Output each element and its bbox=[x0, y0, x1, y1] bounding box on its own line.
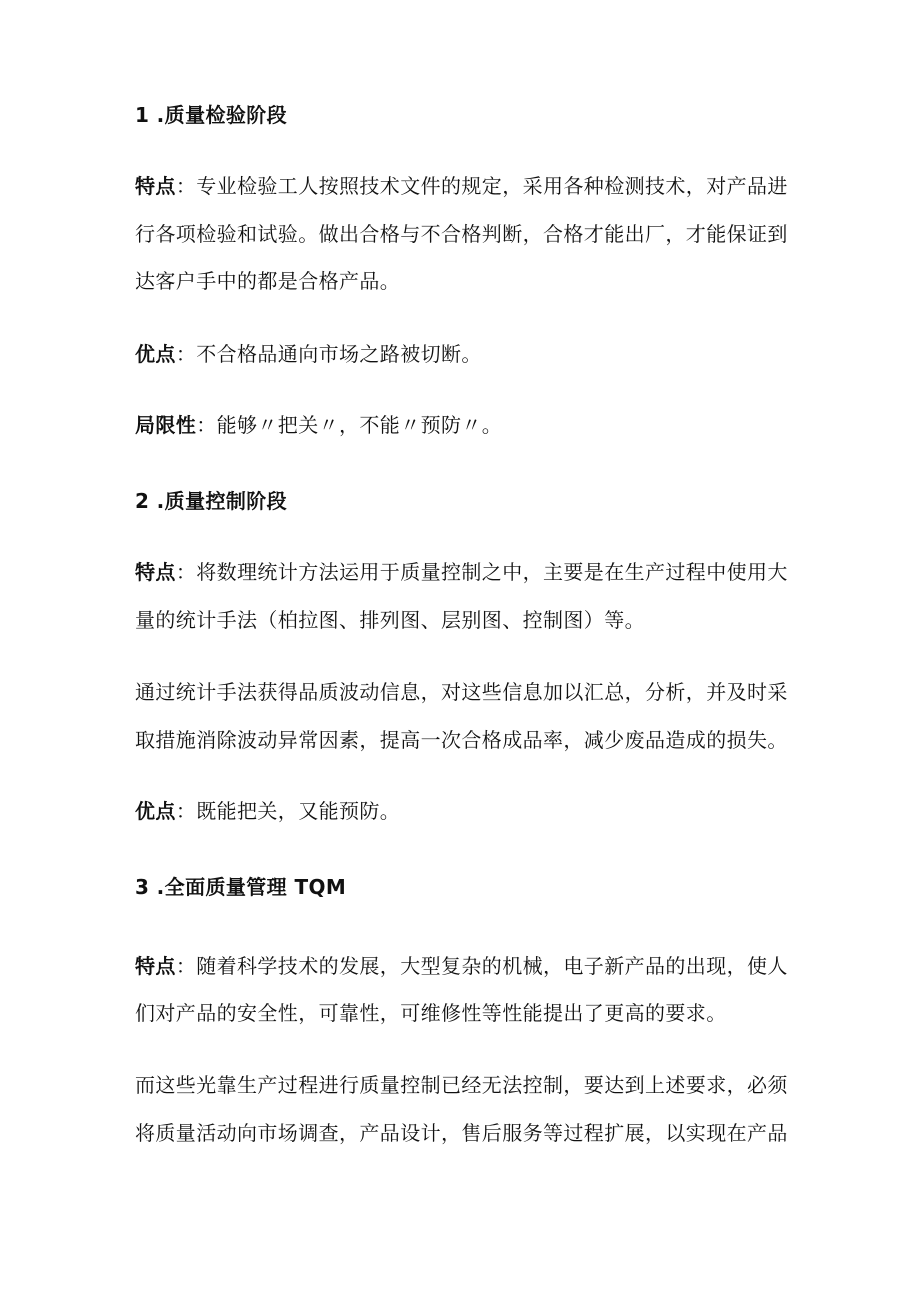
section-1-feature-line-1 bbox=[135, 172, 788, 200]
section-2-feature-line-1 bbox=[135, 558, 788, 586]
limitation-text: ：能够〃把关〃，不能〃预防〃。 bbox=[196, 413, 503, 437]
section-1-feature-line-2: 行各项检验和试验。做出合格与不合格判断，合格才能出厂，才能保证到 bbox=[135, 222, 788, 246]
section-2-heading: 2 .质量控制阶段 bbox=[135, 489, 288, 513]
section-2-paragraph-line-1: 通过统计手法获得品质波动信息，对这些信息加以汇总，分析，并及时采 bbox=[135, 680, 788, 704]
advantage-label: 优点 bbox=[135, 342, 176, 366]
advantage-text: ：既能把关，又能预防。 bbox=[175, 799, 401, 823]
section-1-advantage bbox=[135, 340, 482, 368]
feature-text: ：随着科学技术的发展，大型复杂的机械，电子新产品的出现，使人 bbox=[175, 954, 788, 978]
section-2-feature-line-2: 量的统计手法（柏拉图、排列图、层别图、控制图）等。 bbox=[135, 608, 645, 632]
feature-label: 特点 bbox=[135, 560, 176, 584]
section-3-heading: 3 .全面质量管理 TQM bbox=[135, 875, 347, 899]
section-2-paragraph-line-2: 取措施消除波动异常因素，提高一次合格成品率，减少废品造成的损失。 bbox=[135, 728, 788, 752]
feature-text: ：专业检验工人按照技术文件的规定，采用各种检测技术，对产品进 bbox=[175, 174, 788, 198]
section-2-advantage bbox=[135, 797, 400, 825]
section-1-feature-line-3: 达客户手中的都是合格产品。 bbox=[135, 269, 401, 293]
section-3-paragraph-line-2: 将质量活动向市场调查，产品设计，售后服务等过程扩展，以实现在产品 bbox=[135, 1121, 788, 1145]
advantage-label: 优点 bbox=[135, 799, 176, 823]
section-3-feature-line-2: 们对产品的安全性，可靠性，可维修性等性能提出了更高的要求。 bbox=[135, 1001, 727, 1025]
section-1-heading: 1 .质量检验阶段 bbox=[135, 103, 288, 127]
feature-text: ：将数理统计方法运用于质量控制之中，主要是在生产过程中使用大 bbox=[175, 560, 788, 584]
section-1-limitation bbox=[135, 411, 502, 439]
section-3-feature-line-1 bbox=[135, 952, 788, 980]
feature-label: 特点 bbox=[135, 954, 176, 978]
section-3-paragraph-line-1: 而这些光靠生产过程进行质量控制已经无法控制，要达到上述要求，必须 bbox=[135, 1073, 788, 1097]
limitation-label: 局限性 bbox=[135, 413, 197, 437]
feature-label: 特点 bbox=[135, 174, 176, 198]
advantage-text: ：不合格品通向市场之路被切断。 bbox=[175, 342, 482, 366]
